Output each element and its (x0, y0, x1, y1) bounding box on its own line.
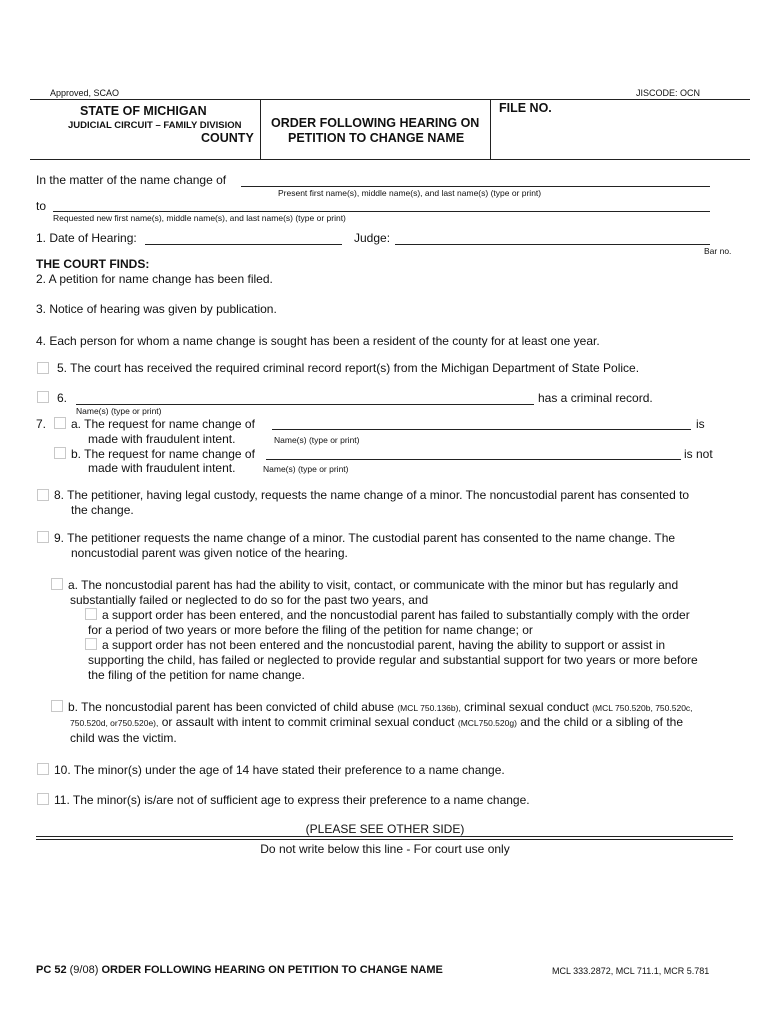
finding-7a-checkbox[interactable] (54, 417, 66, 429)
finding-7a-caption: Name(s) (type or print) (274, 435, 360, 445)
finding-6-name-field[interactable] (76, 404, 534, 405)
finding-9a-option2-line2: supporting the child, has failed or neglected to provide regular and substantial support for two years or more before (88, 653, 698, 667)
court-use-rule-1 (36, 836, 733, 837)
finding-10: 10. The minor(s) under the age of 14 have stated their preference to a name change. (54, 763, 505, 777)
state-name: STATE OF MICHIGAN (80, 104, 207, 118)
header-top-rule (30, 99, 750, 100)
finding-7b-isnot: is not (684, 447, 713, 461)
finding-6-caption: Name(s) (type or print) (76, 406, 162, 416)
finding-8-line2: the change. (71, 503, 134, 517)
finding-7-number: 7. (36, 417, 47, 431)
circuit-label: JUDICIAL CIRCUIT – FAMILY DIVISION (68, 120, 242, 131)
court-finds-heading: THE COURT FINDS: (36, 257, 150, 271)
requested-name-caption: Requested new first name(s), middle name(s), and last name(s) (type or print) (53, 213, 346, 223)
finding-9b-line2 (70, 715, 683, 729)
finding-7a-label: a. The request for name change of (71, 417, 255, 431)
finding-9a-option1-line2: for a period of two years or more before the filing of the petition for name change; or (88, 623, 533, 637)
finding-9a-option2-checkbox[interactable] (85, 638, 97, 650)
form-title-line2: PETITION TO CHANGE NAME (288, 131, 465, 145)
finding-9b-line1 (68, 700, 693, 714)
finding-9a-line1: a. The noncustodial parent has had the ability to visit, contact, or communicate with the minor but has regularly and (68, 578, 679, 592)
finding-9b-text-3: or assault with intent to commit criminal sexual conduct (158, 715, 458, 729)
finding-7b-caption: Name(s) (type or print) (263, 464, 349, 474)
finding-5: 5. The court has received the required criminal record report(s) from the Michigan Department of State Police. (57, 361, 640, 375)
finding-3: 3. Notice of hearing was given by publication. (36, 302, 277, 316)
form-number: PC 52 (36, 964, 67, 976)
finding-9b-ref-1: (MCL 750.136b), (397, 703, 461, 713)
finding-7a-cont: made with fraudulent intent. (88, 432, 236, 446)
header-divider-1 (260, 99, 261, 160)
finding-7a-name-field[interactable] (272, 429, 691, 430)
finding-9-checkbox[interactable] (37, 531, 49, 543)
form-title-line1: ORDER FOLLOWING HEARING ON (271, 116, 480, 130)
citation: MCL 333.2872, MCL 711.1, MCR 5.781 (552, 966, 710, 976)
finding-9a-option1-checkbox[interactable] (85, 608, 97, 620)
finding-7b-name-field[interactable] (266, 459, 681, 460)
finding-7b-checkbox[interactable] (54, 447, 66, 459)
finding-9b-ref-4: (MCL750.520g) (457, 718, 517, 728)
finding-2: 2. A petition for name change has been filed. (36, 272, 273, 286)
judge-field[interactable] (395, 244, 710, 245)
present-name-field[interactable] (241, 186, 710, 187)
form-id (36, 964, 443, 976)
county-label: COUNTY (201, 131, 254, 145)
finding-9a-line2: substantially failed or neglected to do so for the past two years, and (70, 593, 429, 607)
approved-note: Approved, SCAO (50, 88, 120, 98)
finding-6-number: 6. (57, 391, 68, 405)
finding-9-line2: noncustodial parent was given notice of the hearing. (71, 546, 348, 560)
jiscode: JISCODE: OCN (636, 88, 701, 98)
finding-9-line1: 9. The petitioner requests the name change of a minor. The custodial parent has consented to the name change. The (54, 531, 676, 545)
file-no-label: FILE NO. (499, 101, 552, 115)
finding-9b-text-4: and the child or a sibling of the (516, 715, 684, 729)
finding-8-line1: 8. The petitioner, having legal custody, requests the name change of a minor. The noncustodial parent has consented to (54, 488, 690, 502)
finding-8-checkbox[interactable] (37, 489, 49, 501)
finding-9a-option2-line1: a support order has not been entered and the noncustodial parent, having the ability to support or assist in (102, 638, 666, 652)
finding-9a-option2-line3: the filing of the petition for name change. (88, 668, 305, 682)
bar-no-label: Bar no. (704, 246, 732, 256)
finding-9a-checkbox[interactable] (51, 578, 63, 590)
finding-5-checkbox[interactable] (37, 362, 49, 374)
hearing-date-label: 1. Date of Hearing: (36, 231, 137, 245)
hearing-date-field[interactable] (145, 244, 342, 245)
finding-9b-text-2: criminal sexual conduct (460, 700, 593, 714)
finding-9b-ref-2: (MCL 750.520b, 750.520c, (592, 703, 693, 713)
to-label: to (36, 199, 47, 213)
header-bottom-rule (30, 159, 750, 160)
finding-9b-ref-3: 750.520d, or750.520e), (70, 718, 159, 728)
matter-label: In the matter of the name change of (36, 173, 227, 187)
form-footer-title: ORDER FOLLOWING HEARING ON PETITION TO CHANGE NAME (101, 964, 443, 976)
finding-11: 11. The minor(s) is/are not of sufficient age to express their preference to a name change. (54, 793, 530, 807)
finding-9a-option1-line1: a support order has been entered, and the noncustodial parent has failed to substantially comply with the order (102, 608, 690, 622)
finding-9b-checkbox[interactable] (51, 700, 63, 712)
present-name-caption: Present first name(s), middle name(s), and last name(s) (type or print) (278, 188, 542, 198)
finding-4: 4. Each person for whom a name change is sought has been a resident of the county for at least one year. (36, 334, 600, 348)
finding-11-checkbox[interactable] (37, 793, 49, 805)
form-date: (9/08) (69, 964, 99, 976)
finding-7a-is: is (696, 417, 705, 431)
requested-name-field[interactable] (53, 211, 710, 212)
finding-6-tail: has a criminal record. (538, 391, 653, 405)
finding-9b-text-1: b. The noncustodial parent has been convicted of child abuse (68, 700, 398, 714)
judge-label: Judge: (354, 231, 391, 245)
finding-10-checkbox[interactable] (37, 763, 49, 775)
finding-7b-label: b. The request for name change of (71, 447, 255, 461)
see-other-side: (PLEASE SEE OTHER SIDE) (305, 822, 465, 836)
finding-6-checkbox[interactable] (37, 391, 49, 403)
court-use-note: Do not write below this line - For court use only (260, 842, 510, 856)
finding-7b-cont: made with fraudulent intent. (88, 461, 236, 475)
finding-9b-line3: child was the victim. (70, 731, 177, 745)
court-use-rule-2 (36, 839, 733, 840)
header-divider-2 (490, 99, 491, 160)
